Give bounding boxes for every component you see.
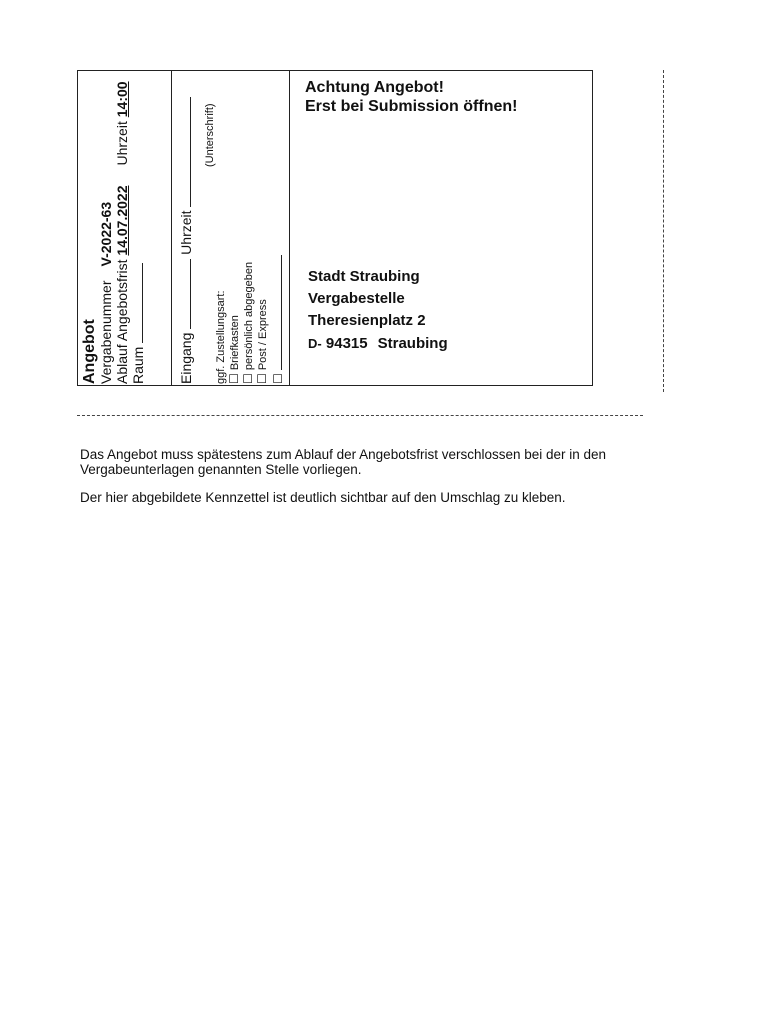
warning-text <box>305 78 517 116</box>
option-post <box>256 299 269 384</box>
unterschrift-label: (Unterschrift) <box>204 103 216 167</box>
address-city-line <box>308 335 448 352</box>
uhrzeit-value: 14:00 <box>114 81 130 118</box>
signature-blank <box>179 97 191 207</box>
option-label: Post / Express <box>257 299 269 371</box>
eingang-blank <box>179 259 191 329</box>
eingang-line <box>179 97 193 384</box>
address-line-3: Theresienplatz 2 <box>308 312 426 329</box>
checkbox-icon[interactable]: ☐ <box>255 373 269 384</box>
zustellung-label: ggf. Zustellungsart: <box>215 290 227 384</box>
warning-line-2: Erst bei Submission öffnen! <box>305 98 518 115</box>
raum-blank <box>131 263 143 343</box>
checkbox-icon[interactable]: ☐ <box>227 373 241 384</box>
ablauf-line <box>115 81 129 384</box>
option-label: persönlich abgegeben <box>243 261 255 371</box>
eingang-label: Eingang <box>178 332 194 384</box>
city: Straubing <box>377 335 448 352</box>
ablauf-label: Ablauf Angebotsfrist <box>114 259 130 384</box>
ablauf-date: 14.07.2022 <box>114 185 130 256</box>
eingang-uhrzeit-label: Uhrzeit <box>178 210 194 255</box>
country-code: D- <box>308 336 322 351</box>
other-blank <box>270 255 282 370</box>
checkbox-icon[interactable]: ☐ <box>241 373 255 384</box>
option-briefkasten <box>228 315 241 384</box>
zip-code: 94315 <box>325 335 368 352</box>
address-line-2: Vergabestelle <box>308 290 405 307</box>
label-heading: Angebot <box>81 319 98 384</box>
raum-label: Raum <box>130 346 146 384</box>
checkbox-icon[interactable]: ☐ <box>271 373 285 384</box>
address-line-1: Stadt Straubing <box>308 268 420 285</box>
uhrzeit-label: Uhrzeit <box>114 121 130 166</box>
column-divider-2 <box>289 71 290 385</box>
cut-line-horizontal <box>77 415 643 416</box>
column-divider-1 <box>171 71 172 385</box>
option-persoenlich <box>242 262 255 384</box>
option-label: Briefkasten <box>229 315 241 371</box>
cut-line-vertical <box>663 70 664 392</box>
vergabe-line <box>99 202 113 384</box>
instruction-paragraph-2: Der hier abgebildete Kennzettel ist deutlich sichtbar auf den Umschlag zu kleben. <box>80 490 566 505</box>
instruction-paragraph-1: Das Angebot muss spätestens zum Ablauf der Angebotsfrist verschlossen bei der in den Vergabeunterlagen genannten Stelle vorliegen. <box>80 447 607 477</box>
warning-line-1: Achtung Angebot! <box>305 79 444 96</box>
vergabe-number: V-2022-63 <box>98 201 114 267</box>
option-other <box>270 255 285 384</box>
raum-line <box>131 263 145 384</box>
vergabe-label: Vergabenummer <box>98 280 114 384</box>
